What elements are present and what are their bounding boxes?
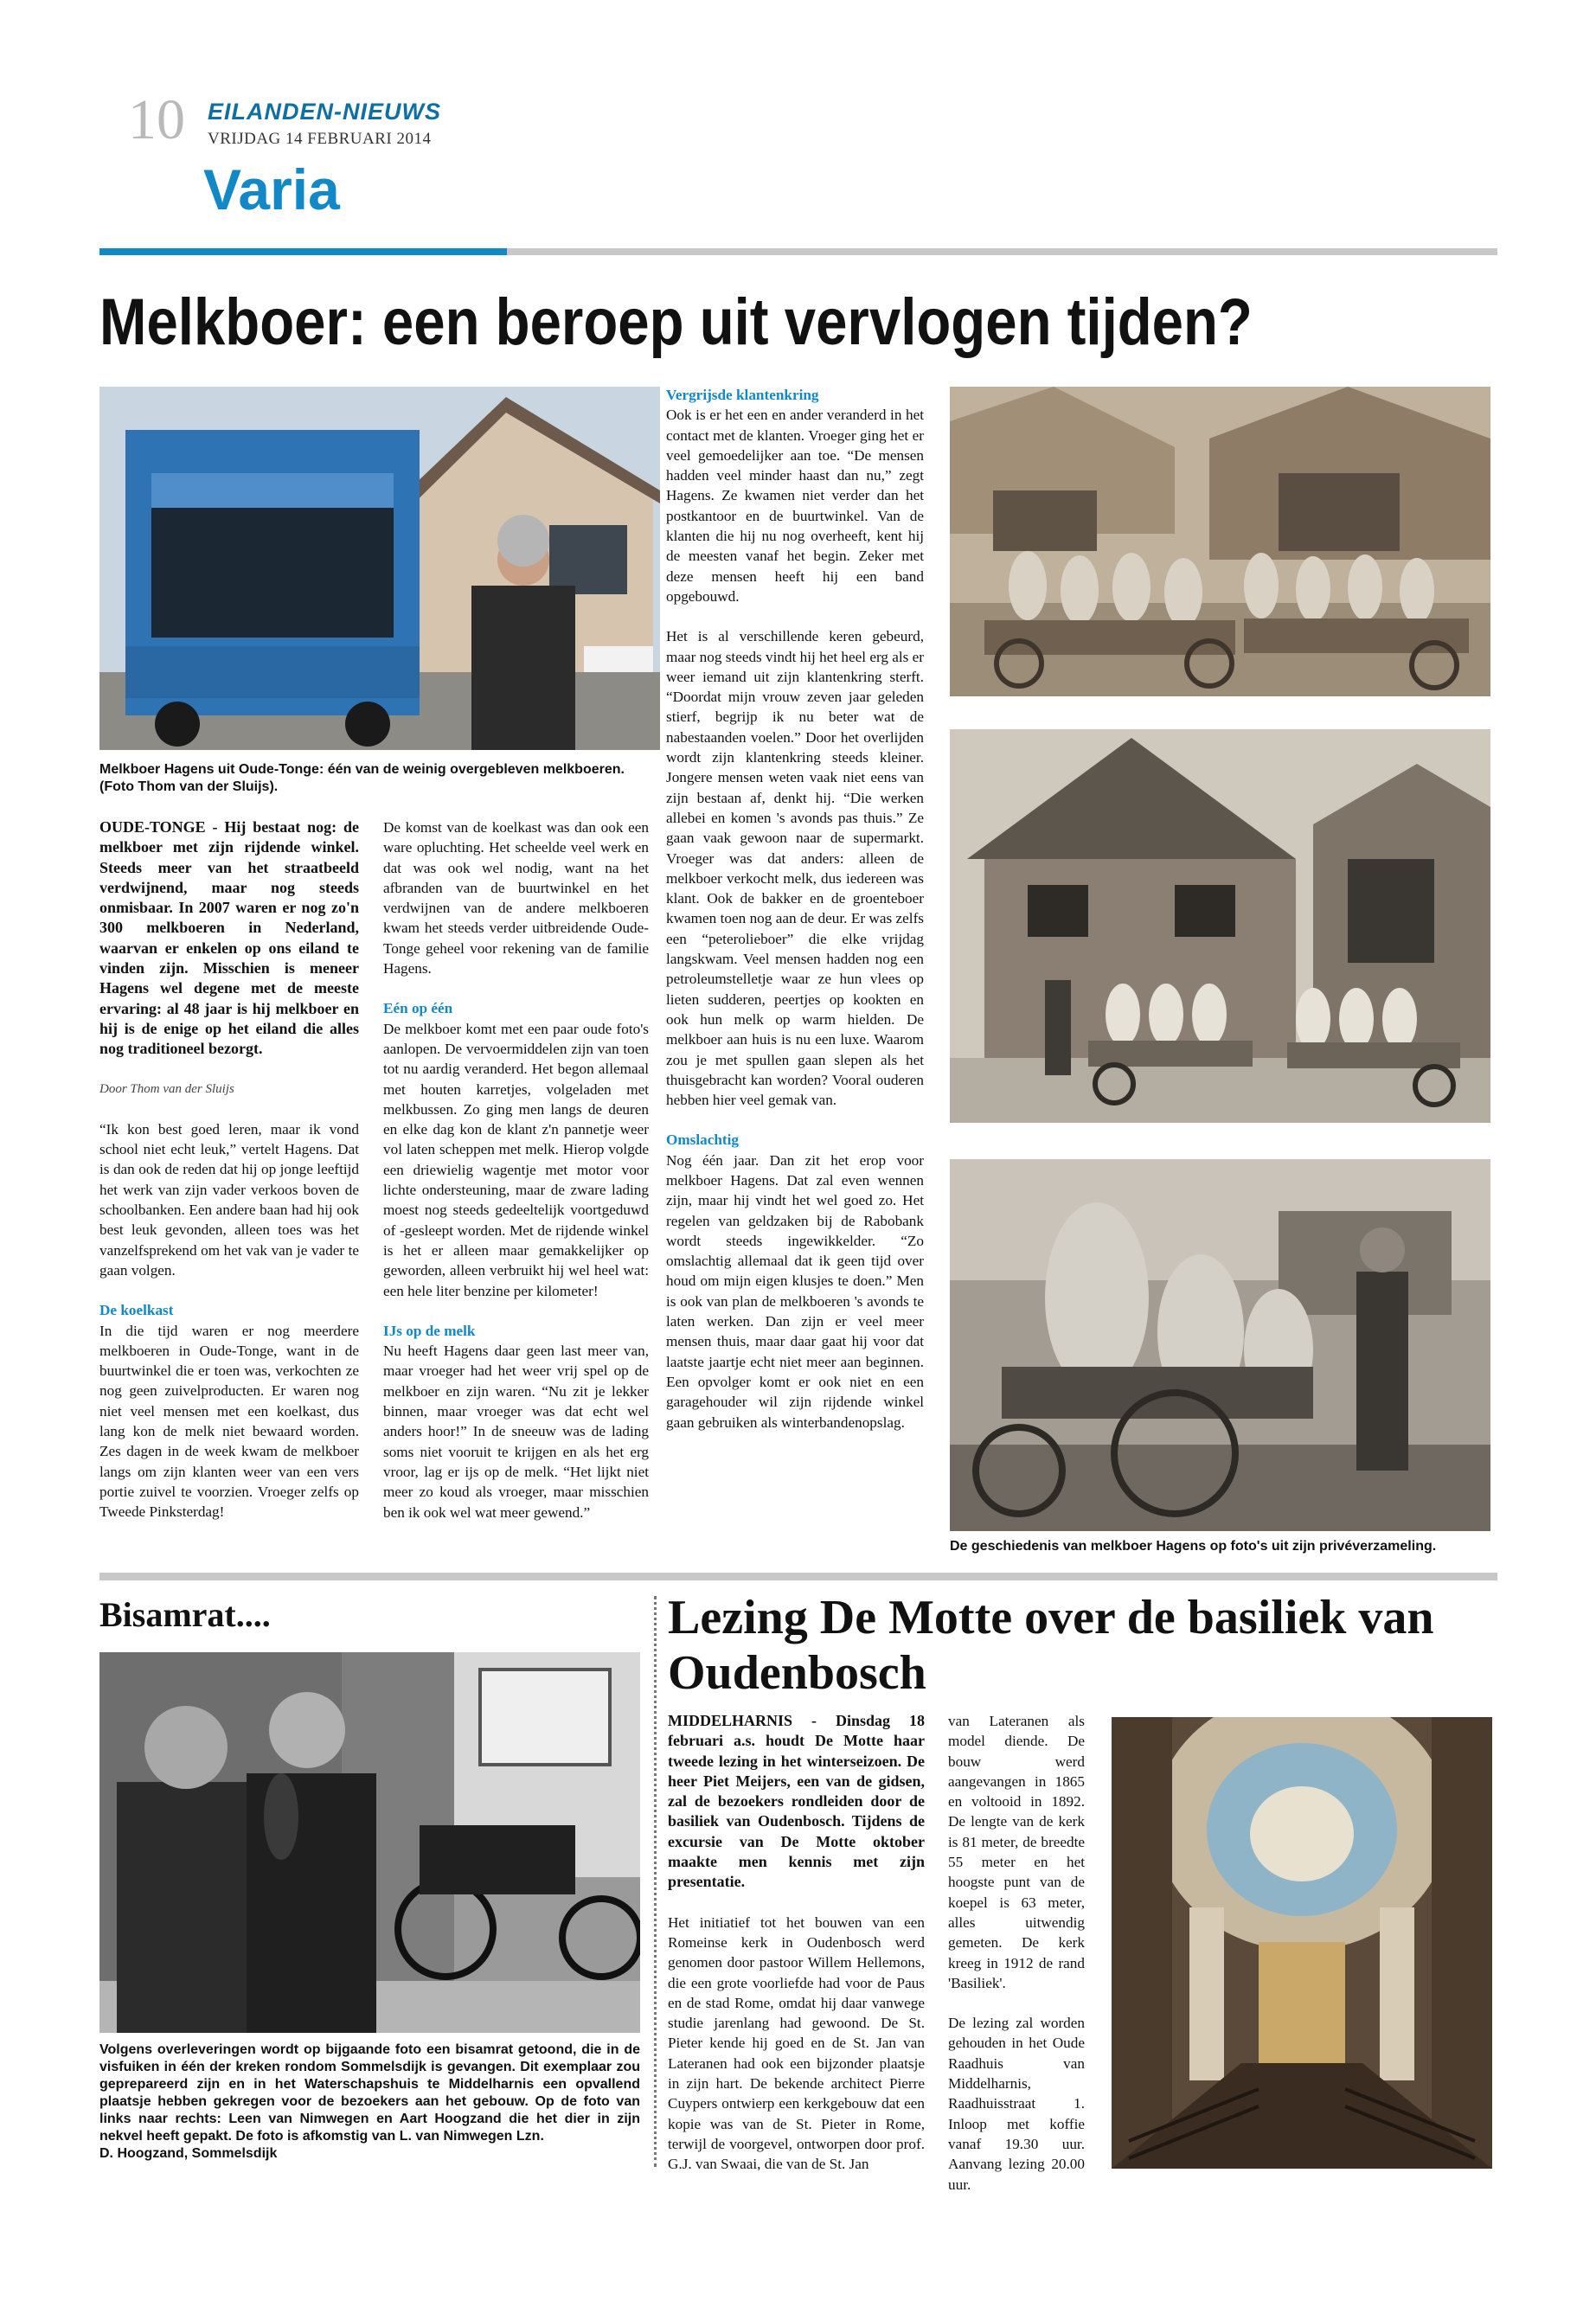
subheading-klantenkring: Vergrijsde klantenkring — [666, 387, 819, 403]
subheading-omslachtig: Omslachtig — [666, 1131, 740, 1149]
subheading-koelkast: De koelkast — [99, 1302, 174, 1319]
photo-caption-history: De geschiedenis van melkboer Hagens op foto's uit zijn privéverzameling. — [950, 1539, 1437, 1554]
paragraph: De komst van de koelkast was dan ook een ware opluchting. Het scheelde veel werk en dat was ook wel nodig, want na het afbranden van de buurtwinkel en het verdwijnen van de andere melkboeren kwam het steeds verder uitbreidende Oude-Tonge geheel voor rekening van de familie Hagens. — [383, 819, 649, 977]
section-rule — [507, 248, 1497, 255]
section-rule-accent — [99, 248, 507, 255]
article-column-2 — [383, 817, 649, 1522]
lezing-column-2 — [948, 1711, 1085, 2195]
bisamrat-headline: Bisamrat.... — [99, 1595, 271, 1634]
section-divider — [99, 1573, 1497, 1580]
lezing-column-1 — [668, 1711, 925, 2175]
paragraph: Ook is er het een en ander veranderd in het contact met de klanten. Vroeger ging het er veel gemoedelijker aan toe. “De mensen hadden veel minder haast dan nu,” zegt Hagens. Ze kwamen niet verder dan het postkantoor en de buurtwinkel. Van de klanten die hij nu nog overheeft, kent hij de meesten vanaf het begin. Zeker met deze mensen heeft hij een band opgebouwd. — [666, 407, 924, 605]
paragraph: Nu heeft Hagens daar geen last meer van, maar vroeger had het weer vrij spel op de melkboer en zijn waren. “Nu zit je lekker binnen, maar vroeger was dat echt wel anders hoor!” In de sneeuw was de lading soms niet vooruit te krijgen en als het erg vroor, lag er ijs op de melk. “Het lijkt niet meer zo koud als vroeger, maar misschien ben ik ook wel wat meer gewend.” — [383, 1343, 649, 1521]
photo-historic-cart-group — [950, 387, 1490, 696]
subheading-een-op-een: Eén op één — [383, 1000, 453, 1017]
page-number: 10 — [128, 88, 185, 151]
paragraph: In die tijd waren er nog meerdere melkboeren in Oude-Tonge, want in de buurtwinkel die er toen was, verkochten ze nog geen zuivelproducten. Er waren nog niet veel mensen met een koelkast, dus lang kon de melk niet bewaard worden. Zes dagen in de week kwam de melkboer langs om zijn klanten weer van een vers portie zuivel te voorzien. Vroeger zelfs op Tweede Pinksterdag! — [99, 1322, 359, 1521]
lezing-lead: MIDDELHARNIS - Dinsdag 18 februari a.s. houdt De Motte haar tweede lezing in het winterseizoen. De heer Piet Meijers, een van de gidsen, zal de bezoekers rondleiden door de basiliek van Oudenbosch. Tijdens de excursie van De Motte oktober maakte men kennis met zijn presentatie. — [668, 1712, 925, 1891]
paragraph: Nog één jaar. Dan zit het erop voor melkboer Hagens. Dat zal even wennen zijn, maar hij vindt het wel goed zo. Het regelen van geldzaken bij de Rabobank wordt steeds ingewikkelder. “Zo omslachtig allemaal dat ik geen tijd over houd om mijn eigen klusjes te doen.” Men is ook van plan de melkboeren 's avonds te laten werken. Dan zijn er veel meer mensen thuis, maar daar gaat hij voor dat laatste jaartje echt niet meer aan beginnen. Een opvolger komt er ook niet en een garagehouder wil zijn rijdende winkel gaan gebruiken als winterbandenopslag. — [666, 1151, 924, 1431]
paragraph: van Lateranen als model diende. De bouw werd aangevangen in 1865 en voltooid in 1892. De lengte van de kerk is 81 meter, de breedte 55 meter en het hoogste punt van de koepel is 63 meter, alles uitwendig gemeten. De kerk kreeg in 1912 de rand 'Basiliek'. — [948, 1713, 1085, 1991]
bisamrat-caption: Volgens overleveringen wordt op bijgaande foto een bisamrat getoond, die in de visfuiken in één der kreken rondom Sommelsdijk is gevangen. Dit exemplaar zou geprepareerd zijn en in het Waterschapshuis te Middelharnis een opvallend plaatsje hebben gekregen voor de bezoekers aan het gebouw. Op de foto van links naar rechts: Leen van Nimwegen en Aart Hoogzand die het dier in zijn nekvel heeft gepakt. De foto is afkomstig van L. van Nimwegen Lzn. — [99, 2042, 640, 2144]
newspaper-logo: EILANDEN-NIEUWS — [208, 99, 441, 125]
photo-caption-milk-van: Melkboer Hagens uit Oude-Tonge: één van de weinig overgebleven melkboeren. (Foto Thom van der Sluijs). — [99, 762, 625, 794]
paragraph: “Ik kon best goed leren, maar ik vond school niet echt leuk,” vertelt Hagens. Dat is dan ook de reden dat hij op jonge leeftijd het werk van zijn vader verkoos boven de schoolbanken. Een andere baan had hij ook best leuk gevonden, alleen toes was het vanzelfsprekend om het vak van je vader te gaan volgen. — [99, 1120, 359, 1279]
byline: Door Thom van der Sluijs — [99, 1081, 234, 1096]
article-column-3 — [666, 385, 924, 1433]
paragraph: Het is al verschillende keren gebeurd, maar nog steeds vindt hij het heel erg als er weer iemand uit zijn klantenkring sterft. “Doordat mijn vrouw zeven jaar geleden stierf, begrijp ik nu beter wat de nabestaanden voelen.” Door het overlijden wordt zijn klantenkring steeds kleiner. Jongere mensen weten vaak niet eens van zijn bestaan af, denkt hij. “Die werken allebei en komen 's avonds pas thuis.” Ze gaan vaak gewoon naar de supermarkt. Vroeger was dat anders: alleen de melkboer verkocht melk, dus iedereen was klant. Ook de bakker en de groenteboer kwamen toen nog aan de deur. Er was zelfs een “peterolieboer” die elke vrijdag langskwam. Veel mensen hadden nog een petroleumstelletje waar ze hun vlees op lieten sudderen, peertjes op kookten en ook hun melk op warm hielden. De melkboer aan huis is nu een luxe. Waarom zou je met spullen gaan slepen als het thuisgebracht kan worden? Vooral ouderen hebben hier veel gemak van. — [666, 628, 924, 1109]
paragraph: Het initiatief tot het bouwen van een Romeinse kerk in Oudenbosch werd genomen door pastoor Willem Hellemons, die een grote voorliefde had voor de Paus en de stad Rome, omdat hij daar vanwege studie jarenlang had gewoond. De St. Pieter kende hij goed en de St. Jan van Lateranen had ook een bijzonder plaatsje in zijn hart. De bekende architect Pierre Cuypers ontwierp een kerkgebouw dat een kopie was van de St. Pieter in Rome, terwijl de voorgevel, ontworpen door prof. G.J. van Swaai, die van de St. Jan — [668, 1913, 925, 2173]
photo-basiliek-interior — [1112, 1717, 1492, 2169]
photo-historic-house-cart — [950, 729, 1490, 1123]
paragraph: De melkboer komt met een paar oude foto's aanlopen. De vervoermiddelen zijn van toen tot nu aardig veranderd. Het begon allemaal met houten karretjes, volgeladen met melkbussen. Zo ging men langs de deuren en elke dag kon de klant z'n pannetje weer vol laten scheppen met melk. Hierop volgde een driewielig wagentje met motor voor lichte ondersteuning, maar de zware lading moest nog steeds gedeeltelijk voortgeduwd of -gesleept worden. Met de rijdende winkel is het er alleen maar gemakkelijker op geworden, alleen verbruikt hij wel heel wat: een hele liter benzine per kilometer! — [383, 1020, 649, 1299]
article-column-1 — [99, 817, 359, 1522]
lezing-headline: Lezing De Motte over de basiliek van Oudenbosch — [668, 1591, 1434, 1700]
photo-bisamrat — [99, 1652, 640, 2033]
paragraph: De lezing zal worden gehouden in het Oude Raadhuis van Middelharnis, Raadhuisstraat 1. Inloop met koffie vanaf 19.30 uur. Aanvang lezing 20.00 uur. — [948, 2015, 1085, 2193]
bisamrat-signature: D. Hoogzand, Sommelsdijk — [99, 2146, 278, 2161]
photo-milk-van — [99, 387, 660, 750]
subheading-ijs: IJs op de melk — [383, 1322, 476, 1339]
photo-historic-milk-cart — [950, 1159, 1490, 1531]
section-title: Varia — [203, 157, 340, 221]
article-lead: OUDE-TONGE - Hij bestaat nog: de melkboer met zijn rijdende winkel. Steeds meer van het straatbeeld verdwijnend, maar nog steeds onmisbaar. In 2007 waren er nog zo'n 300 melkboeren in Nederland, waarvan er enkelen op ons eiland te vinden zijn. Misschien is meneer Hagens wel degene met de meeste ervaring: al 48 jaar is hij melkboer en hij is de enige op het eiland die alles nog traditioneel bezorgt. — [99, 818, 359, 1058]
article-headline: Melkboer: een beroep uit vervlogen tijden? — [99, 285, 1253, 359]
column-divider — [654, 1596, 657, 2167]
issue-date: VRIJDAG 14 FEBRUARI 2014 — [208, 130, 432, 148]
